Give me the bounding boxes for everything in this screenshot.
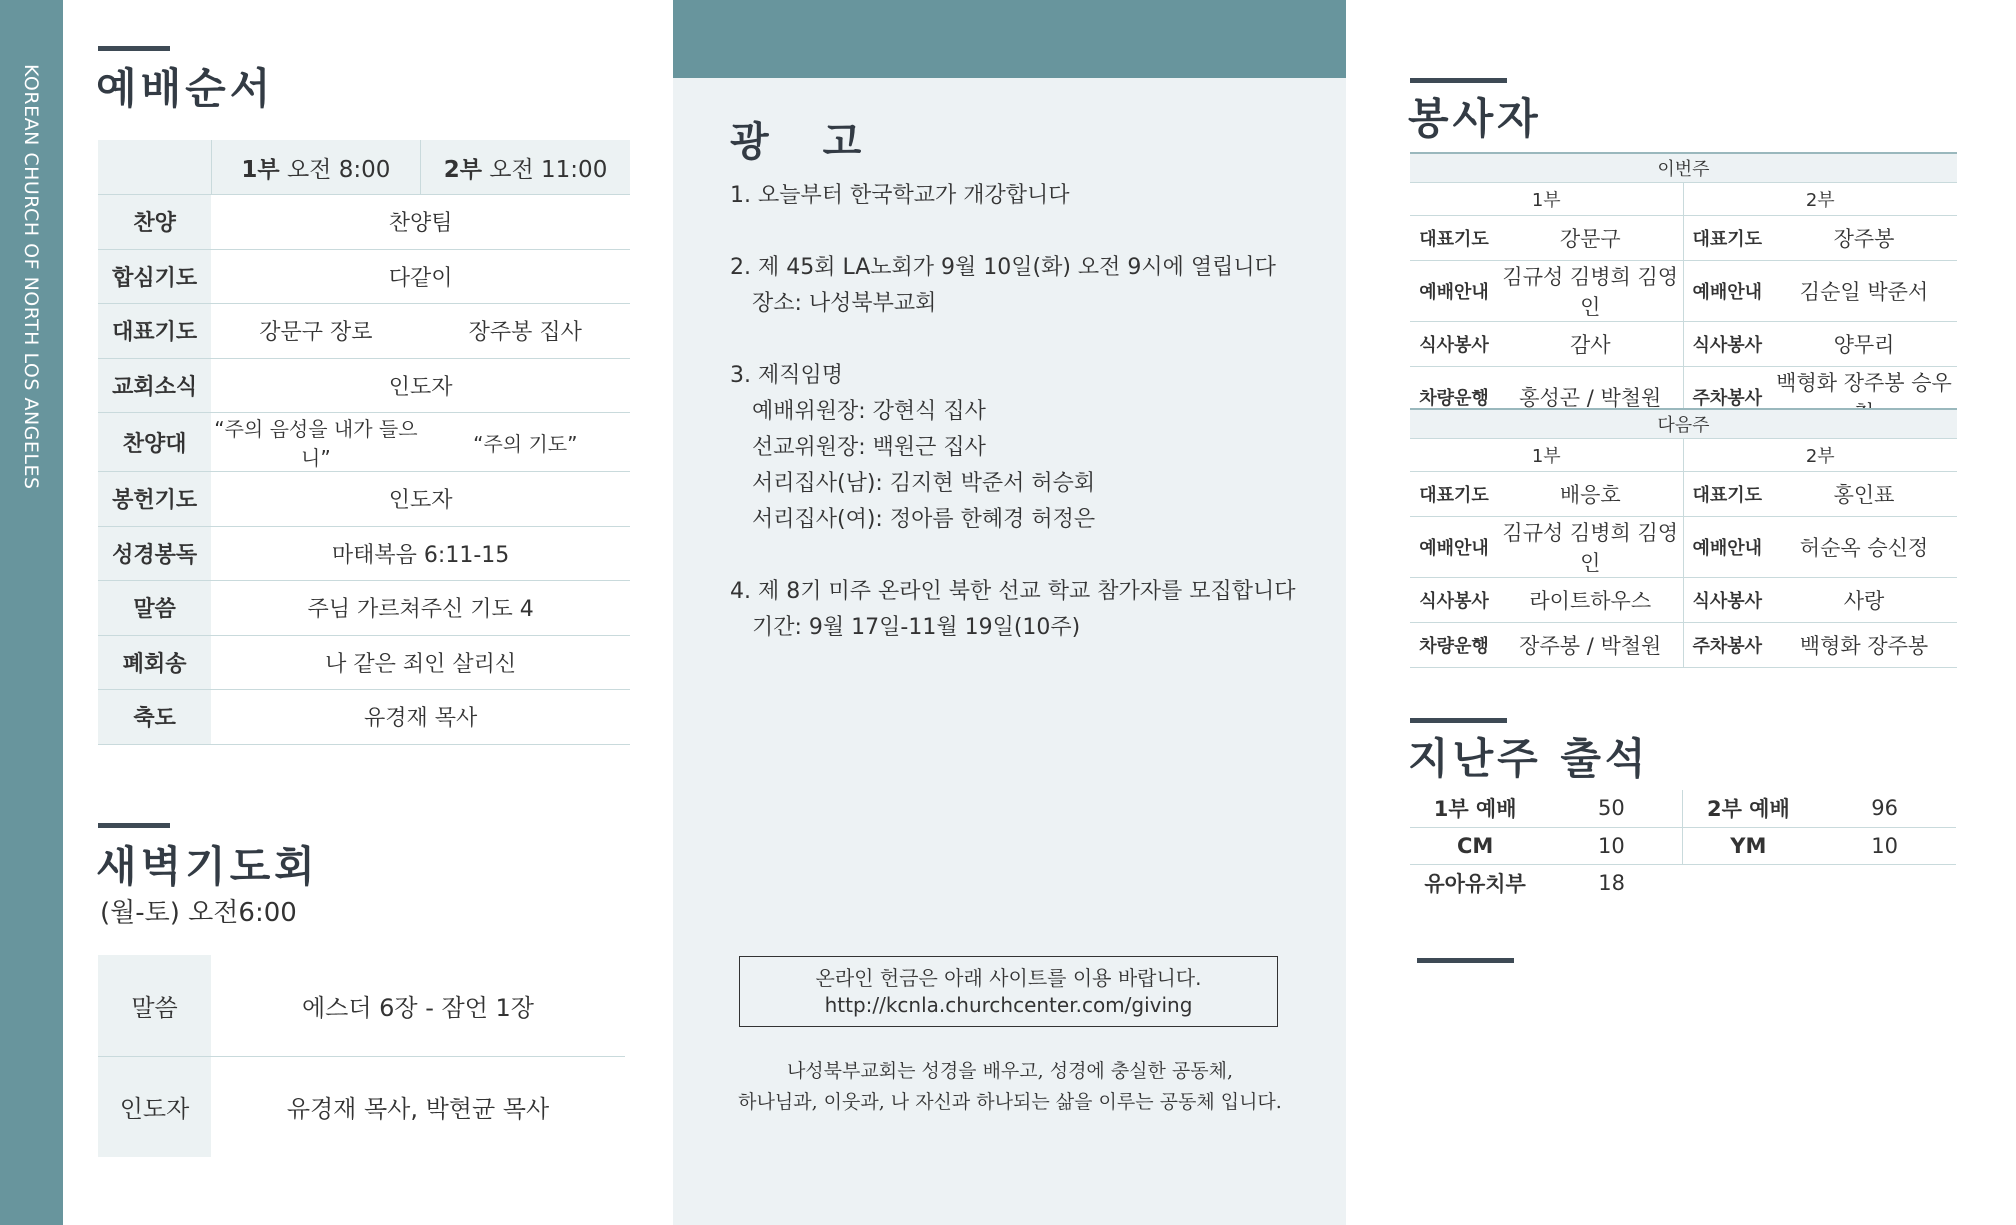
volunteer-name: 김순일 박준서 <box>1771 260 1957 321</box>
row-label: 합심기도 <box>98 249 211 304</box>
attendance-count <box>1813 864 1956 901</box>
role-label: 식사봉사 <box>1410 577 1498 622</box>
table-row <box>98 195 630 250</box>
announcement-item <box>730 574 1295 646</box>
role-label: 식사봉사 <box>1683 321 1771 366</box>
row-value: 찬양팀 <box>211 195 630 250</box>
attendance-label: CM <box>1410 827 1540 864</box>
giving-text: 온라인 헌금은 아래 사이트를 이용 바랍니다. <box>815 966 1202 990</box>
volunteer-name: 장주봉 / 박철원 <box>1498 622 1683 667</box>
role-label: 예배안내 <box>1683 516 1771 577</box>
row-value: 마태복음 6:11-15 <box>211 526 630 581</box>
attendance-label <box>1683 864 1813 901</box>
table-row <box>98 635 630 690</box>
church-name-vertical: KOREAN CHURCH OF NORTH LOS ANGELES <box>20 64 42 490</box>
service-2-header: 2부 오전 11:00 <box>421 140 630 195</box>
announcements-title: 광 고 <box>730 118 882 165</box>
row-label: 성경봉독 <box>98 526 211 581</box>
table-row <box>98 304 630 359</box>
row-label: 교회소식 <box>98 358 211 413</box>
week-label-row <box>1410 409 1957 438</box>
role-label: 대표기도 <box>1683 471 1771 516</box>
part-label: 2부 <box>1683 182 1957 215</box>
attendance-count: 10 <box>1540 827 1683 864</box>
table-row <box>1410 827 1956 864</box>
volunteers-title: 봉사자 <box>1408 94 1542 143</box>
row-value: 인도자 <box>211 472 630 527</box>
table-row <box>98 472 630 527</box>
announcement-line: 예배위원장: 강현식 집사 <box>752 399 986 424</box>
heading-bar <box>98 46 170 51</box>
part-label: 1부 <box>1410 438 1683 471</box>
worship-order-table <box>98 140 630 745</box>
row-value: 다같이 <box>211 249 630 304</box>
role-label: 대표기도 <box>1683 215 1771 260</box>
volunteer-name: 허순옥 승신정 <box>1771 516 1957 577</box>
table-row <box>98 249 630 304</box>
table-row <box>1410 516 1957 577</box>
volunteer-name: 홍인표 <box>1771 471 1957 516</box>
attendance-count: 18 <box>1598 870 1625 895</box>
volunteer-name: 장주봉 <box>1771 215 1957 260</box>
motto-line: 나성북부교회는 성경을 배우고, 성경에 충실한 공동체, <box>786 1060 1234 1082</box>
footer-bar <box>1417 958 1514 963</box>
part-header-row <box>1410 182 1957 215</box>
role-label: 주차봉사 <box>1683 622 1771 667</box>
table-row <box>1410 790 1956 827</box>
announcement-item <box>730 358 1095 538</box>
volunteers-this-week-table <box>1410 152 1957 428</box>
part-label: 2부 <box>1683 438 1957 471</box>
row-label: 대표기도 <box>98 304 211 359</box>
table-row <box>98 526 630 581</box>
announcement-line: 2. 제 45회 LA노회가 9월 10일(화) 오전 9시에 열립니다 <box>730 255 1276 280</box>
dawn-prayer-title: 새벽기도회 <box>96 842 319 891</box>
role-label: 식사봉사 <box>1683 577 1771 622</box>
table-row <box>98 690 630 745</box>
row-value: 주님 가르쳐주신 기도 4 <box>211 581 630 636</box>
row-label: 말씀 <box>98 955 211 1056</box>
announcement-item <box>730 250 1276 322</box>
service-1-header: 1부 오전 8:00 <box>211 140 420 195</box>
row-value: 인도자 <box>211 358 630 413</box>
part-header-row <box>1410 438 1957 471</box>
table-row <box>98 413 630 472</box>
header-blank-cell <box>98 140 211 195</box>
announcements-header-band <box>673 0 1346 78</box>
attendance-label: YM <box>1683 827 1813 864</box>
role-label: 예배안내 <box>1683 260 1771 321</box>
row-value-service-1: “주의 음성을 내가 들으니” <box>211 413 420 472</box>
worship-header-row <box>98 140 630 195</box>
volunteer-name: 라이트하우스 <box>1498 577 1683 622</box>
table-row <box>1410 260 1957 321</box>
role-label: 예배안내 <box>1410 516 1498 577</box>
volunteers-next-week-table <box>1410 408 1957 668</box>
dawn-prayer-time: (월-토) 오전6:00 <box>100 898 297 928</box>
announcement-line: 선교위원장: 백원근 집사 <box>752 435 986 460</box>
role-label: 대표기도 <box>1410 215 1498 260</box>
table-row <box>98 1056 625 1157</box>
attendance-count: 96 <box>1813 790 1956 827</box>
row-value-service-2: “주의 기도” <box>421 413 630 472</box>
table-row <box>1410 864 1956 901</box>
attendance-label: 1부 예배 <box>1410 790 1540 827</box>
table-row <box>1410 321 1957 366</box>
table-row <box>1410 622 1957 667</box>
row-value: 나 같은 죄인 살리신 <box>211 635 630 690</box>
role-label: 주차봉사 <box>1683 366 1771 427</box>
heading-bar <box>98 823 170 828</box>
row-label: 봉헌기도 <box>98 472 211 527</box>
week-label: 이번주 <box>1410 153 1957 182</box>
volunteer-name: 백형화 장주봉 <box>1771 622 1957 667</box>
attendance-label: 유아유치부 <box>1424 871 1526 896</box>
volunteer-name: 김규성 김병희 김영인 <box>1498 260 1683 321</box>
row-label: 인도자 <box>98 1056 211 1157</box>
attendance-count: 10 <box>1813 827 1956 864</box>
church-motto <box>700 1056 1320 1118</box>
role-label: 차량운행 <box>1410 622 1498 667</box>
announcement-line: 장소: 나성북부교회 <box>752 291 937 316</box>
worship-order-title: 예배순서 <box>96 64 275 113</box>
volunteer-name: 배응호 <box>1498 471 1683 516</box>
attendance-label: 2부 예배 <box>1683 790 1813 827</box>
announcement-line: 서리집사(여): 정아름 한혜경 허정은 <box>752 507 1096 532</box>
attendance-count: 50 <box>1540 790 1683 827</box>
row-value: 유경재 목사 <box>211 690 630 745</box>
table-row <box>98 581 630 636</box>
giving-url-link[interactable]: http://kcnla.churchcenter.com/giving <box>824 993 1193 1017</box>
table-row <box>1410 471 1957 516</box>
motto-line: 하나님과, 이웃과, 나 자신과 하나되는 삶을 이루는 공동체 입니다. <box>738 1091 1282 1113</box>
volunteer-name: 홍성곤 / 박철원 <box>1498 366 1683 427</box>
role-label: 예배안내 <box>1410 260 1498 321</box>
announcement-line: 1. 오늘부터 한국학교가 개강합니다 <box>730 183 1070 208</box>
announcement-line: 4. 제 8기 미주 온라인 북한 선교 학교 참가자를 모집합니다 <box>730 579 1296 604</box>
row-label: 폐회송 <box>98 635 211 690</box>
row-label: 말씀 <box>98 581 211 636</box>
week-label: 다음주 <box>1410 409 1957 438</box>
volunteer-name: 사랑 <box>1771 577 1957 622</box>
announcement-line: 기간: 9월 17일-11월 19일(10주) <box>752 615 1081 640</box>
part-label: 1부 <box>1410 182 1683 215</box>
volunteer-name: 백형화 장주봉 승우 <box>1771 366 1957 427</box>
announcement-line: 3. 제직임명 <box>730 363 843 388</box>
table-row <box>1410 577 1957 622</box>
role-label: 대표기도 <box>1410 471 1498 516</box>
table-row <box>98 358 630 413</box>
volunteer-name: 감사 <box>1498 321 1683 366</box>
row-label: 찬양 <box>98 195 211 250</box>
table-row <box>1410 215 1957 260</box>
table-row <box>98 955 625 1056</box>
row-value: 에스더 6장 - 잠언 1장 <box>211 955 625 1056</box>
volunteer-name: 강문구 <box>1498 215 1683 260</box>
dawn-prayer-table <box>98 955 625 1157</box>
online-giving-box <box>739 956 1278 1027</box>
role-label: 차량운행 <box>1410 366 1498 427</box>
row-value: 유경재 목사, 박현균 목사 <box>286 1095 550 1124</box>
heading-bar <box>1410 78 1507 83</box>
heading-bar <box>1410 718 1507 723</box>
volunteer-name: 김규성 김병희 김영인 <box>1498 516 1683 577</box>
volunteer-name: 양무리 <box>1771 321 1957 366</box>
attendance-title: 지난주 출석 <box>1408 734 1650 783</box>
row-label: 찬양대 <box>98 413 211 472</box>
row-label: 축도 <box>98 690 211 745</box>
week-label-row <box>1410 153 1957 182</box>
attendance-table <box>1410 790 1956 901</box>
row-value-service-2: 장주봉 집사 <box>421 304 630 359</box>
announcement-item <box>730 178 1070 214</box>
row-value-service-1: 강문구 장로 <box>211 304 420 359</box>
role-label: 식사봉사 <box>1410 321 1498 366</box>
announcement-line: 서리집사(남): 김지현 박준서 허승회 <box>752 471 1096 496</box>
